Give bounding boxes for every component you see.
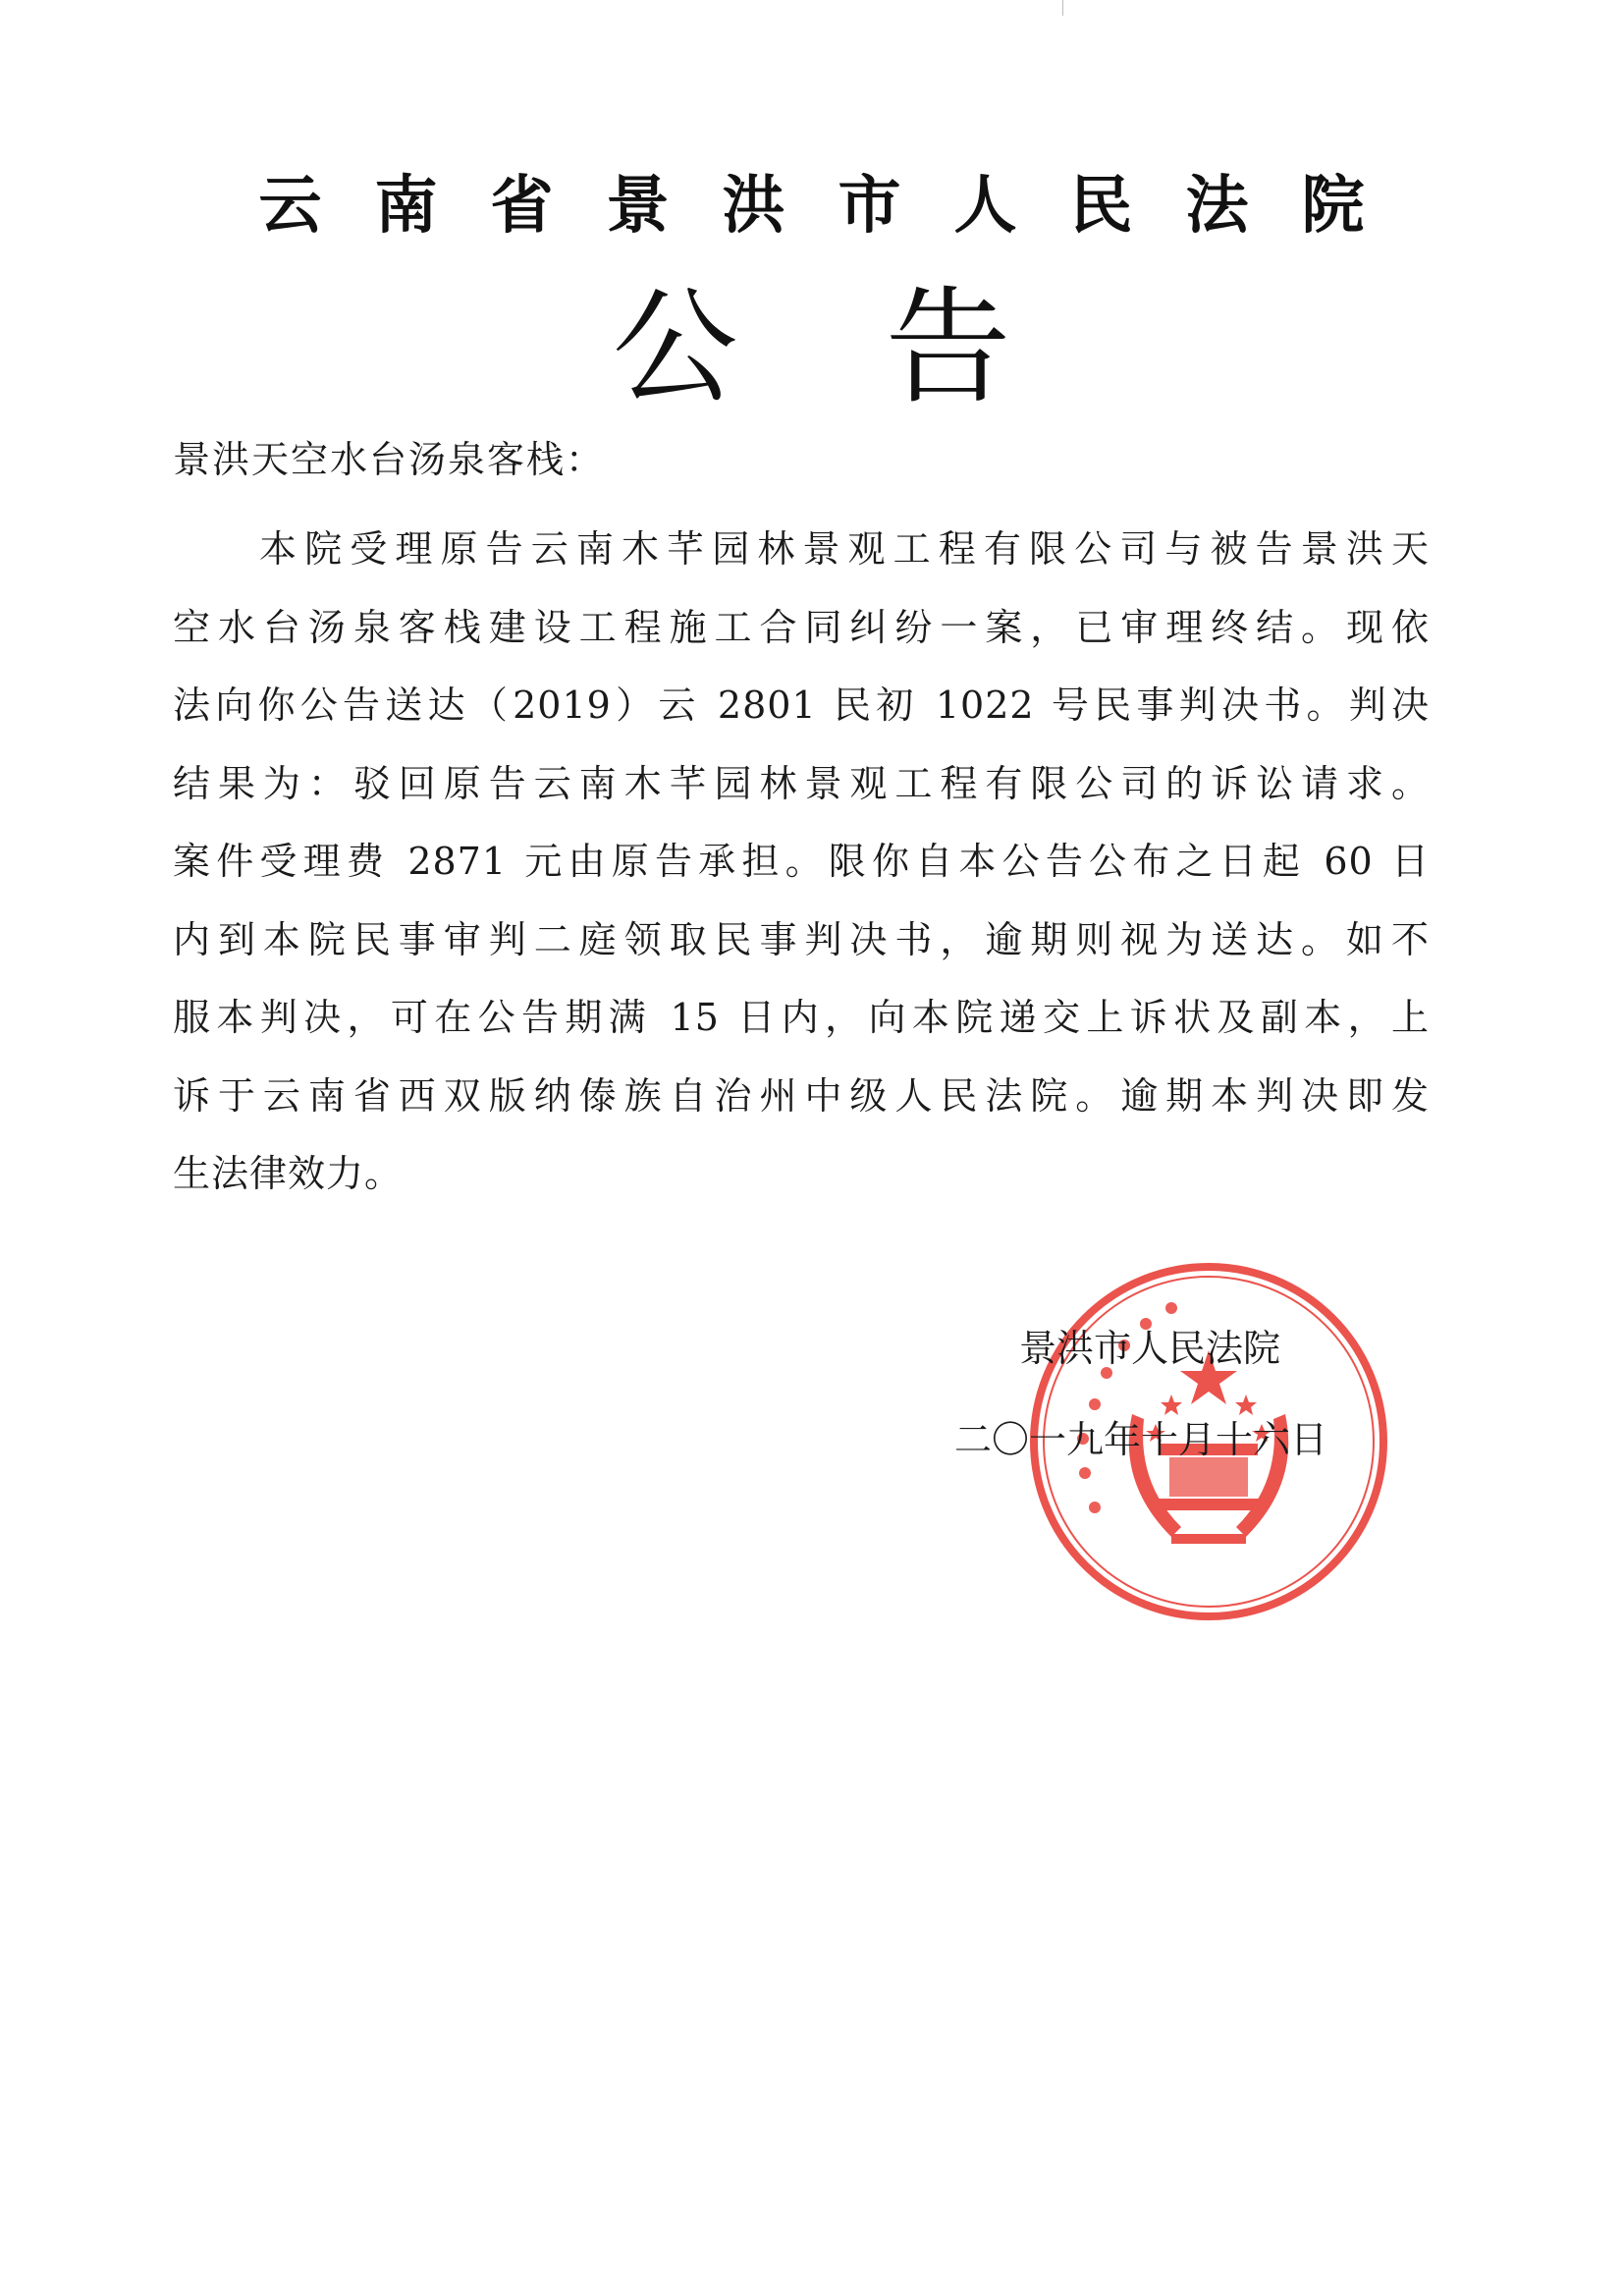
body-line: 服本判决，可在公告期满 15 日内，向本院递交上诉状及副本，上 <box>173 996 1430 1039</box>
body-line: 生法律效力。 <box>173 1152 404 1195</box>
signature-date: 二〇一九年十月十六日 <box>954 1418 1328 1461</box>
signature-court-name: 景洪市人民法院 <box>1019 1327 1281 1370</box>
body-line: 空水台汤泉客栈建设工程施工合同纠纷一案，已审理终结。现依 <box>173 605 1430 649</box>
body-line: 结果为：驳回原告云南木芊园林景观工程有限公司的诉讼请求。 <box>173 761 1430 805</box>
scan-edge-mark <box>1062 0 1063 16</box>
body-line: 诉于云南省西双版纳傣族自治州中级人民法院。逾期本判决即发 <box>173 1073 1430 1118</box>
body-line: 案件受理费 2871 元由原告承担。限你自本公告公布之日起 60 日 <box>173 840 1430 883</box>
body-line: 内到本院民事审判二庭领取民事判决书，逾期则视为送达。如不 <box>173 917 1430 961</box>
addressee: 景洪天空水台汤泉客栈： <box>173 438 606 481</box>
body-line: 法向你公告送达（2019）云 2801 民初 1022 号民事判决书。判决 <box>173 683 1430 727</box>
document-title: 公告 <box>612 275 1159 421</box>
notice-body <box>173 511 1430 1214</box>
court-name-heading: 云南省景洪市人民法院 <box>258 170 1418 243</box>
body-line: 本院受理原告云南木芊园林景观工程有限公司与被告景洪天 <box>259 527 1430 571</box>
